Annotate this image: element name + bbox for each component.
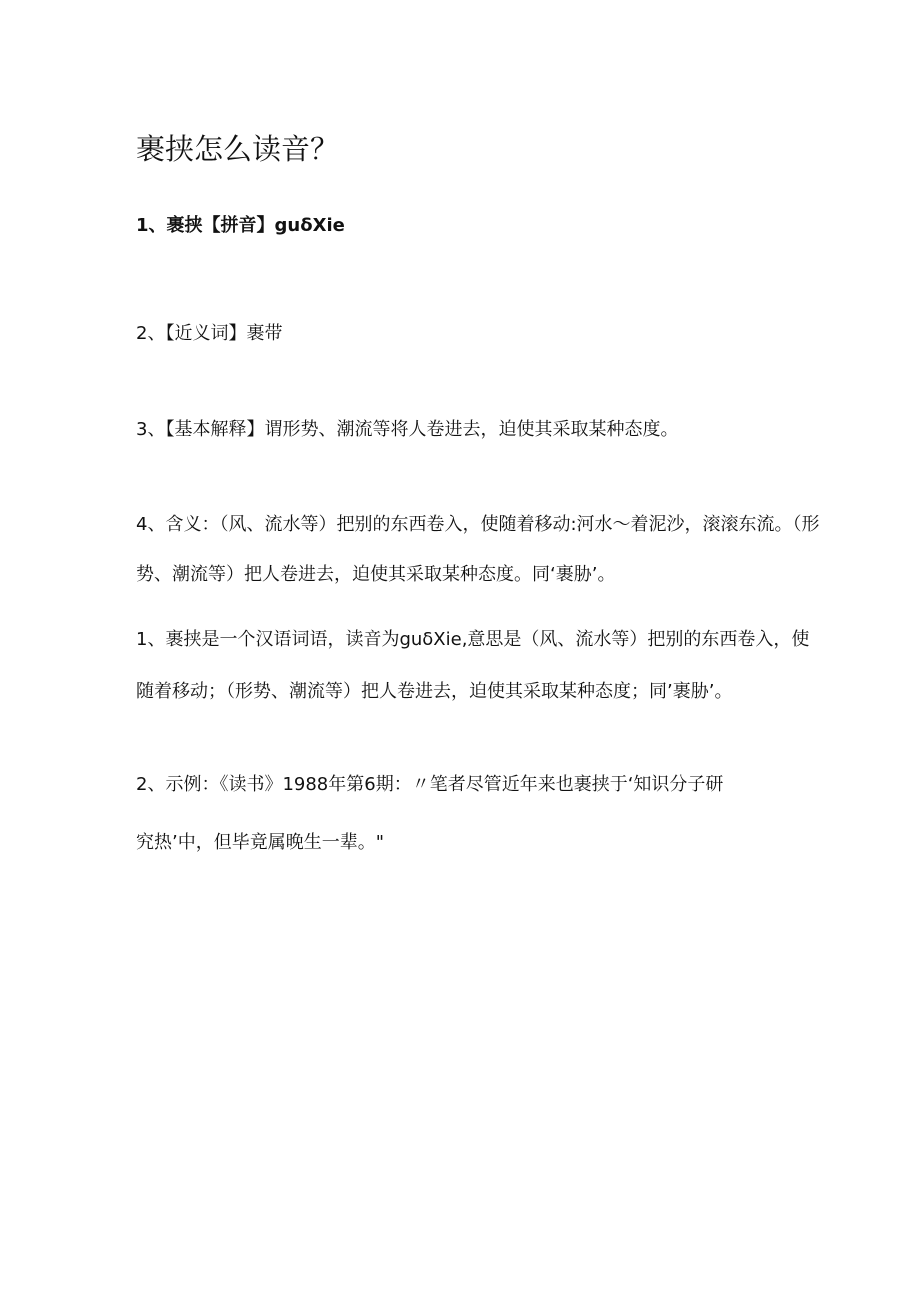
example-line-2: 究热’中，但毕竟属晚生一辈。" bbox=[136, 832, 384, 853]
example-line-1: 2、示例：《读书》1988年第6期：〃笔者尽管近年来也裹挟于‘知识分子研 bbox=[136, 774, 724, 795]
basic-definition-line: 3、【基本解释】谓形势、潮流等将人卷进去，迫使其采取某种态度。 bbox=[136, 419, 679, 440]
page-title: 裹挟怎么读音？ bbox=[136, 132, 340, 166]
explanation-line-2: 随着移动；（形势、潮流等）把人卷进去，迫使其采取某种态度；同’裹胁’。 bbox=[136, 681, 733, 702]
synonym-line: 2、【近义词】裹带 bbox=[136, 323, 283, 344]
meaning-line-2: 势、潮流等）把人卷进去，迫使其采取某种态度。同‘裹胁’。 bbox=[136, 564, 616, 585]
explanation-line-1: 1、裹挟是一个汉语词语，读音为guδXie,意思是（风、流水等）把别的东西卷入，使 bbox=[136, 629, 810, 650]
pinyin-line: 1、裹挟【拼音】guδXie bbox=[136, 215, 345, 236]
meaning-line-1: 4、含义：（风、流水等）把别的东西卷入，使随着移动:河水～着泥沙，滚滚东流。（形 bbox=[136, 514, 820, 535]
